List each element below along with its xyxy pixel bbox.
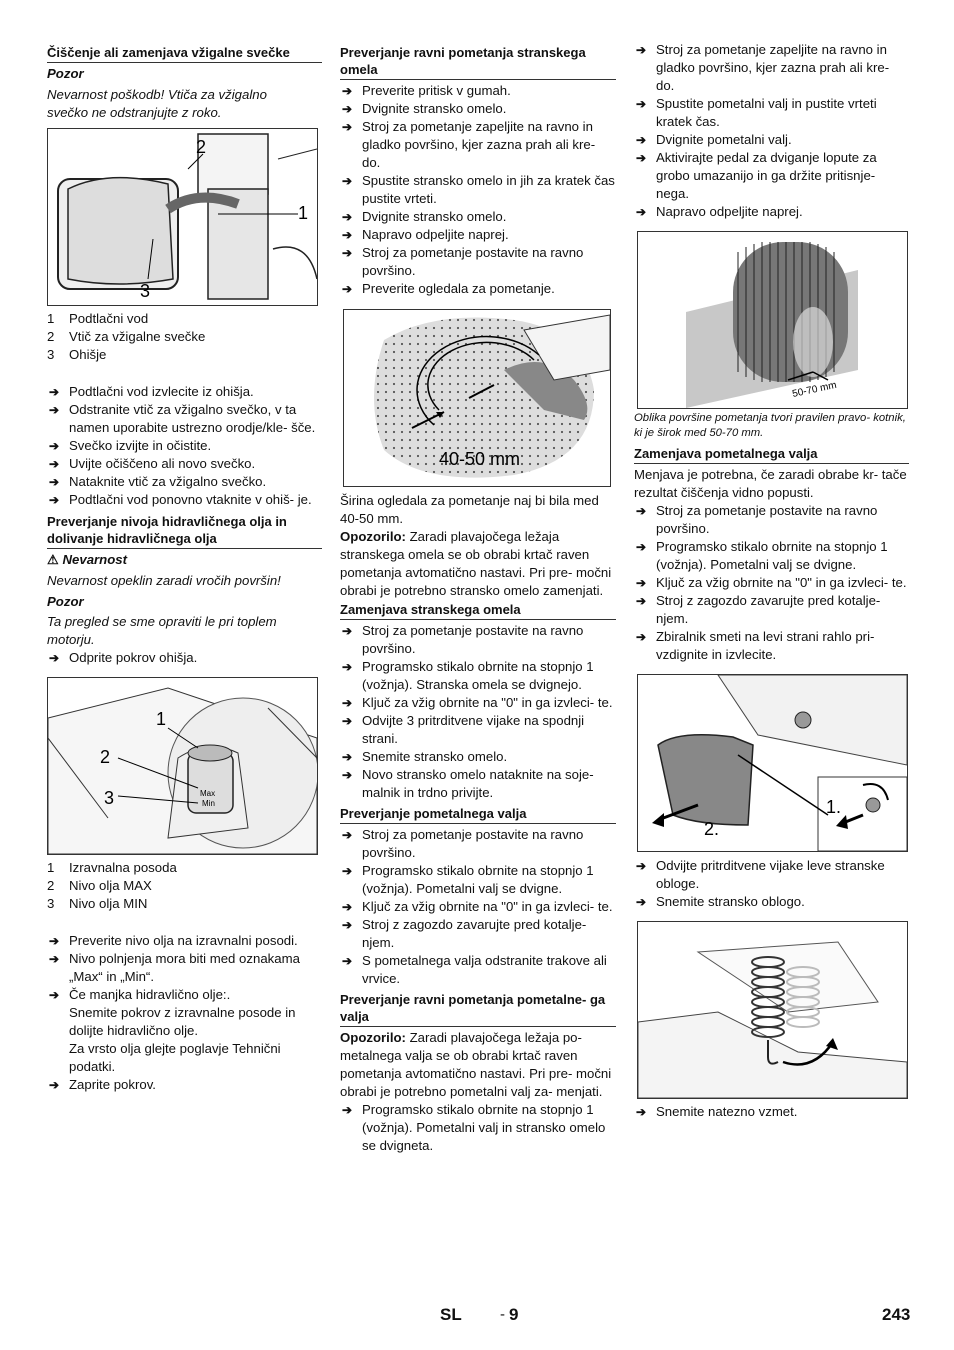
step-item: ➔ Stroj za pometanje postavite na ravno površino. xyxy=(634,502,909,538)
intro-paragraph: Menjava je potrebna, če zaradi obrabe kr- tače rezultat čiščenja vidno popusti. xyxy=(634,467,907,500)
engine-illustration xyxy=(48,129,317,305)
step-item: ➔ S pometalnega valja odstranite trakove ali vrvice. xyxy=(340,952,616,988)
heading-hydraulic-oil: Preverjanje nivoja hidravličnega olja in dolivanje hidravličnega olja xyxy=(47,513,322,549)
oil-tank-figure xyxy=(47,677,318,855)
footer-section-number: 9 xyxy=(509,1305,519,1324)
step-item: ➔ Zbiralnik smeti na levi strani rahlo pri- vzdignite in izvlecite. xyxy=(634,628,909,664)
step-item: ➔ Napravo odpeljite naprej. xyxy=(634,203,909,221)
heading-replace-side-brush: Zamenjava stranskega omela xyxy=(340,601,616,620)
step-item: ➔ Zaprite pokrov. xyxy=(47,1076,322,1094)
fig2-label-1: 1 xyxy=(156,709,167,729)
step-item: ➔ Stroj z zagozdo zavarujte pred kotalje- njem. xyxy=(340,916,616,952)
caution-text-2: svečko ne odstranjujte z roko. xyxy=(47,105,222,120)
step-item: ➔ Ključ za vžig obrnite na "0" in ga izvleci- te. xyxy=(340,694,616,712)
step-item: ➔ Spustite stransko omelo in jih za kratek čas pustite vrteti. xyxy=(340,172,616,208)
step-item: ➔ Snemite stransko oblogo. xyxy=(634,893,909,911)
step-item: ➔ Odstranite vtič za vžigalno svečko, v ta namen uporabite ustrezno orodje/kle- šče. xyxy=(47,401,322,437)
column-2 xyxy=(340,44,616,1155)
mirror-width-text: Širina ogledala za pometanje naj bi bila med 40-50 mm. xyxy=(340,493,599,526)
side-brush-illustration xyxy=(344,310,610,486)
step-item: ➔ Svečko izvijte in očistite. xyxy=(47,437,322,455)
caution-text: Ta pregled se sme opraviti le pri toplem motorju. xyxy=(47,614,277,647)
step-item: ➔ Snemite natezno vzmet. xyxy=(634,1103,909,1121)
fig2-label-3: 3 xyxy=(104,788,115,808)
step-item: ➔ Preverite ogledala za pometanje. xyxy=(340,280,616,298)
fig1-label-2: 2 xyxy=(196,137,207,157)
caution-label: Pozor xyxy=(47,594,84,609)
note-paragraph: Opozorilo: Zaradi plavajočega ležaja stranskega omela se ob obrabi krtač raven pometanja avtomatično nastavi. Pri pre- močni obrabi je potrebno stransko omelo zamenjati. xyxy=(340,529,612,598)
legend-item: 1 Podtlačni vod xyxy=(47,311,149,326)
heading-roller-level: Preverjanje ravni pometanja pometalne- ga valja xyxy=(340,991,616,1027)
legend-item: 1 Izravnalna posoda xyxy=(47,860,177,875)
fig2-label-2: 2 xyxy=(100,747,111,767)
step-item: ➔ Odprite pokrov ohišja. xyxy=(47,649,322,667)
roller-figure xyxy=(637,231,908,409)
step-item: ➔ Programsko stikalo obrnite na stopnjo 1 (vožnja). Pometalni valj in stransko omelo se dvigneta. xyxy=(340,1101,616,1155)
legend-item: 2 Nivo olja MAX xyxy=(47,878,152,893)
side-brush-figure xyxy=(343,309,611,487)
fig4-label: 50-70 mm xyxy=(791,379,838,400)
step-item: ➔ Programsko stikalo obrnite na stopnjo 1 (vožnja). Pometalni valj se dvigne. xyxy=(340,862,616,898)
side-cover-illustration xyxy=(638,675,907,851)
step-item: ➔ Programsko stikalo obrnite na stopnjo 1 (vožnja). Stranska omela se dvignejo. xyxy=(340,658,616,694)
step-item: ➔ Stroj za pometanje postavite na ravno površino. xyxy=(340,826,616,862)
legend-item: 3 Ohišje xyxy=(47,347,107,362)
fig1-label-3: 3 xyxy=(140,281,151,301)
danger-text: Nevarnost opeklin zaradi vročih površin! xyxy=(47,573,281,588)
engine-figure xyxy=(47,128,318,306)
legend-item: 3 Nivo olja MIN xyxy=(47,896,148,911)
fig2-label-min: Min xyxy=(202,799,215,808)
side-cover-figure xyxy=(637,674,908,852)
caution-label: Pozor xyxy=(47,66,84,81)
step-item: ➔ Aktivirajte pedal za dviganje lopute za grobo umazanijo in ga držite pritisnje- nega. xyxy=(634,149,909,203)
step-item: ➔ Dvignite stransko omelo. xyxy=(340,100,616,118)
step-item: ➔ Odvijte pritrditvene vijake leve stranske obloge. xyxy=(634,857,909,893)
heading-check-roller: Preverjanje pometalnega valja xyxy=(340,805,616,824)
step-item: ➔ Dvignite stransko omelo. xyxy=(340,208,616,226)
step-item: ➔ Podtlačni vod ponovno vtaknite v ohiš- je. xyxy=(47,491,322,509)
footer-separator: - xyxy=(500,1306,505,1323)
step-item: ➔ Uvijte očiščeno ali novo svečko. xyxy=(47,455,322,473)
step-item: ➔ Ključ za vžig obrnite na "0" in ga izvleci- te. xyxy=(634,574,909,592)
heading-replace-roller: Zamenjava pometalnega valja xyxy=(634,445,909,464)
figure-caption: Oblika površine pometanja tvori pravilen pravo- kotnik, ki je širok med 50-70 mm. xyxy=(634,412,906,439)
step-item: ➔ Stroj za pometanje zapeljite na ravno in gladko površino, kjer zazna prah ali kre- do. xyxy=(340,118,616,172)
fig2-label-max: Max xyxy=(200,789,216,798)
step-item: ➔ Programsko stikalo obrnite na stopnjo 1 (vožnja). Pometalni valj se dvigne. xyxy=(634,538,909,574)
footer-lang: SL xyxy=(440,1305,462,1324)
warning-triangle-icon: ⚠ xyxy=(47,552,59,567)
fig1-label-1: 1 xyxy=(298,203,309,223)
legend-item: 2 Vtič za vžigalne svečke xyxy=(47,329,206,344)
step-item: ➔ Spustite pometalni valj in pustite vrteti kratek čas. xyxy=(634,95,909,131)
fig5-label-2: 2. xyxy=(704,819,720,839)
step-item: ➔ Nataknite vtič za vžigalno svečko. xyxy=(47,473,322,491)
caution-text: Nevarnost poškodb! Vtiča za vžigalno xyxy=(47,87,267,102)
step-item: ➔ Dvignite pometalni valj. xyxy=(634,131,909,149)
spring-illustration xyxy=(638,922,907,1098)
fig3-label: 40-50 mm xyxy=(439,449,521,469)
heading-spark-plug: Čiščenje ali zamenjava vžigalne svečke xyxy=(47,44,322,63)
step-item: ➔ Podtlačni vod izvlecite iz ohišja. xyxy=(47,383,322,401)
step-subitem: Za vrsto olja glejte poglavje Tehnični podatki. xyxy=(69,1041,281,1074)
step-item: ➔ Stroj za pometanje zapeljite na ravno in gladko površino, kjer zazna prah ali kre- do. xyxy=(634,41,909,95)
spring-figure xyxy=(637,921,908,1099)
danger-label: ⚠ Nevarnost xyxy=(47,552,127,567)
step-item: ➔ Napravo odpeljite naprej. xyxy=(340,226,616,244)
step-subitem: Snemite pokrov z izravnalne posode in dolijte hidravlično olje. xyxy=(69,1005,296,1038)
step-item: ➔ Preverite pritisk v gumah. xyxy=(340,82,616,100)
column-3 xyxy=(634,41,909,1121)
step-item: ➔ Ključ za vžig obrnite na "0" in ga izvleci- te. xyxy=(340,898,616,916)
oil-tank-illustration xyxy=(48,678,317,854)
footer-page-number: 243 xyxy=(882,1305,911,1324)
step-item: ➔ Stroj za pometanje postavite na ravno površino. xyxy=(340,244,616,280)
step-item: ➔ Novo stransko omelo nataknite na soje- malnik in trdno privijte. xyxy=(340,766,616,802)
heading-side-brush-level: Preverjanje ravni pometanja stranskega omela xyxy=(340,44,616,80)
step-item: ➔ Če manjka hidravlično olje:. xyxy=(47,986,322,1004)
step-item: ➔ Preverite nivo olja na izravnalni posodi. xyxy=(47,932,322,950)
step-item: ➔ Snemite stransko omelo. xyxy=(340,748,616,766)
roller-illustration xyxy=(638,232,907,408)
step-item: ➔ Odvijte 3 pritrditvene vijake na spodnji strani. xyxy=(340,712,616,748)
fig5-label-1: 1. xyxy=(826,797,842,817)
note-paragraph: Opozorilo: Zaradi plavajočega ležaja po- metalnega valja se ob obrabi krtač raven pometanja avtomatično nastavi. Pri pre- močni obrabi je potrebno pometalni valj za- menjati. xyxy=(340,1030,612,1099)
step-item: ➔ Nivo polnjenja mora biti med oznakama „Max“ in „Min“. xyxy=(47,950,322,986)
step-item: ➔ Stroj z zagozdo zavarujte pred kotalje- njem. xyxy=(634,592,909,628)
step-item: ➔ Stroj za pometanje postavite na ravno površino. xyxy=(340,622,616,658)
column-1 xyxy=(47,44,322,1094)
